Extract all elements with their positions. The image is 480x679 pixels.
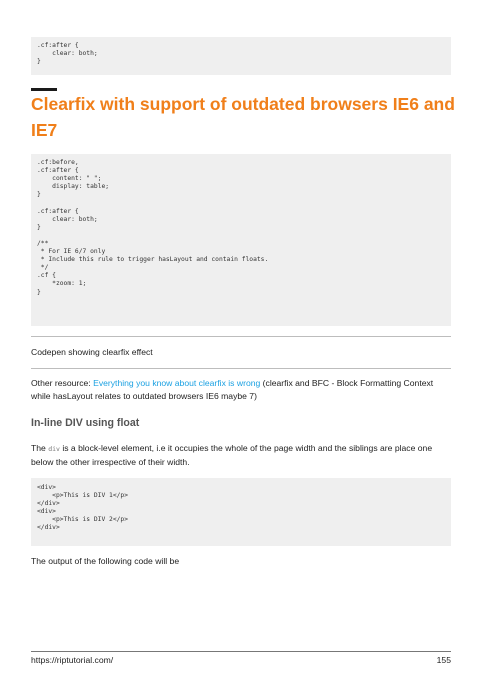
page-number: 155: [436, 655, 451, 665]
resource-prefix: Other resource:: [31, 378, 94, 388]
subheading: In-line DIV using float: [31, 417, 140, 429]
para-prefix: The: [31, 443, 49, 453]
codepen-link[interactable]: Codepen showing clearfix effect: [31, 347, 153, 357]
code-block-clear: .cf:after { clear: both; }: [31, 37, 451, 75]
code-block-clearfix-ie: .cf:before, .cf:after { content: " "; display: table; } .cf:after { clear: both; } /** * For IE 6/7 only * Include this rule to trigger hasLayout and contain floats. */ .cf { *zoom: 1; }: [31, 154, 451, 326]
divider-bottom-codepen: [31, 368, 451, 369]
inline-code-div: div: [48, 445, 60, 453]
other-resource-paragraph: [31, 377, 451, 402]
clearfix-article-link[interactable]: Everything you know about clearfix is wrong: [93, 378, 261, 388]
section-heading: Clearfix with support of outdated browsers IE6 and IE7: [31, 94, 455, 140]
footer-url[interactable]: https://riptutorial.com/: [31, 655, 114, 665]
output-text: The output of the following code will be: [31, 556, 180, 566]
div-paragraph: [31, 442, 451, 468]
footer-divider: [31, 651, 451, 652]
para-suffix: is a block-level element, i.e it occupies the whole of the page width and the siblings are place one below the other irrespective of their width.: [31, 443, 433, 467]
divider-top-codepen: [31, 336, 451, 337]
code-block-divs: <div> <p>This is DIV 1</p> </div> <div> <p>This is DIV 2</p> </div>: [31, 478, 451, 546]
resource-suffix: (clearfix and BFC - Block Formatting Context while hasLayout relates to outdated browsers IE6 maybe 7): [31, 378, 434, 401]
